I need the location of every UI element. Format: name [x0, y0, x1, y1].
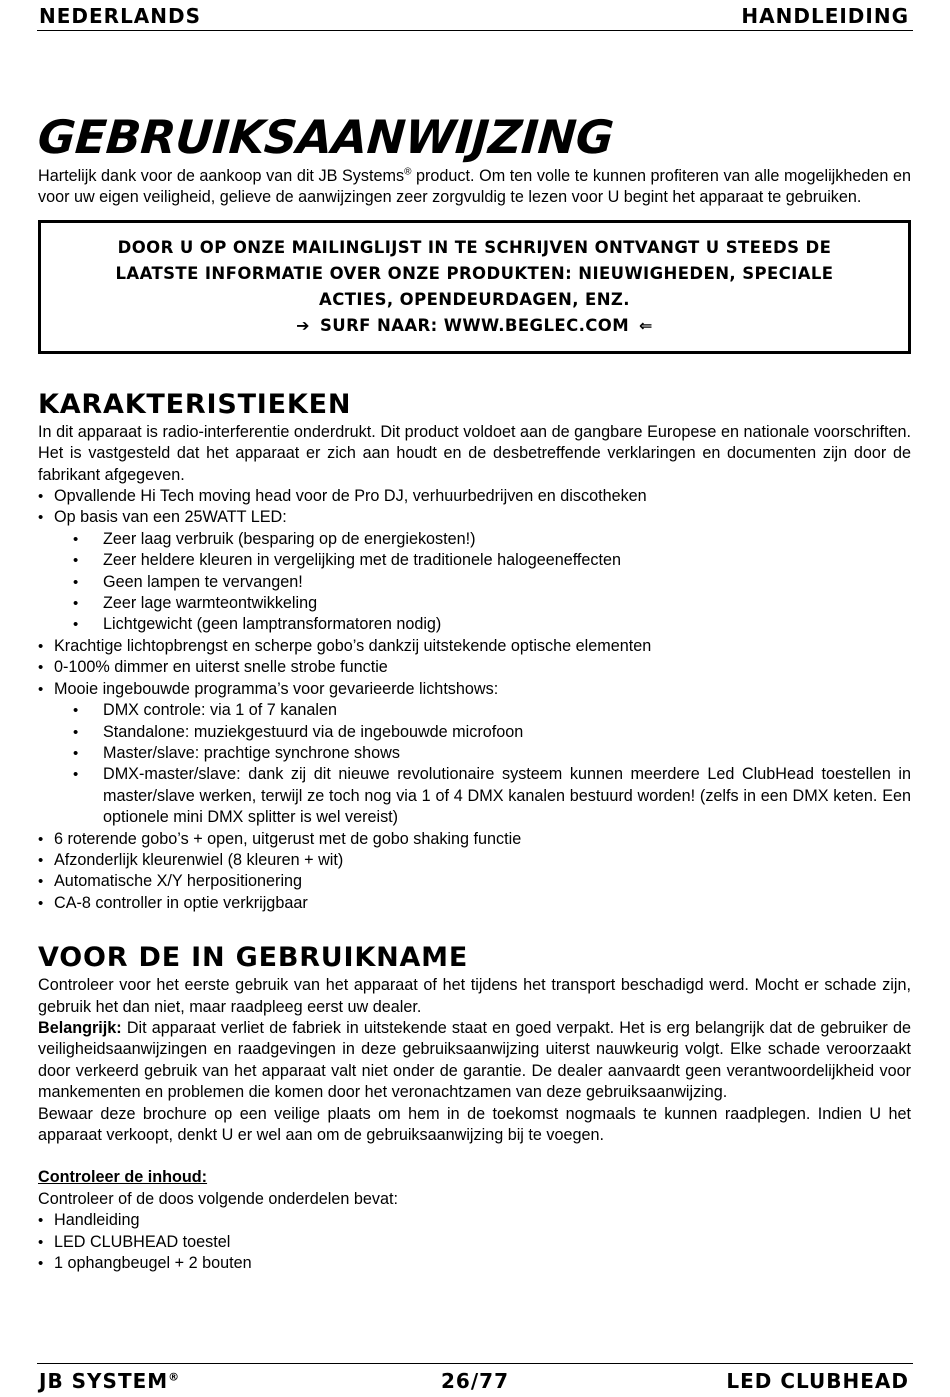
list-item: • LED CLUBHEAD toestel: [38, 1232, 911, 1253]
inhoud-text: Controleer of de doos volgende onderdelen bevat:: [38, 1189, 398, 1208]
list-item: • Afzonderlijk kleurenwiel (8 kleuren + wit): [38, 850, 911, 871]
list-item: • Opvallende Hi Tech moving head voor de Pro DJ, verhuurbedrijven en discotheken: [38, 486, 911, 507]
belangrijk-paragraph: Belangrijk: Dit apparaat verliet de fabriek in uitstekende staat en goed verpakt. Het is erg belangrijk dat de gebruiker de veiligheidsaanwijzingen en raadgevingen in deze gebruiksaanwijzing uiterst nauwkeurig volgt. Elke schade veroorzaakt door verkeerd gebruik van het apparaat valt niet onder de garantie. De dealer aanvaardt geen verantwoordelijkheid voor mankementen en problemen die komen door het veronachtzamen van deze gebruiksaanwijzing.: [38, 1018, 911, 1102]
page-footer: [37, 1363, 913, 1394]
surf-line: [296, 313, 653, 339]
page-number: 26/77: [441, 1369, 509, 1393]
list-item: • Mooie ingebouwde programma’s voor gevarieerde lichtshows:: [38, 679, 911, 700]
features-list: [38, 829, 911, 915]
list-item: • DMX-master/slave: dank zij dit nieuwe revolutionaire systeem kunnen meerdere Led ClubHead toestellen in master/slave werken, terwijl ze toch nog via 1 of 4 DMX kanalen bestuurd worden! (zelfs in een DMX keten. Een optionele mini DMX splitter is wel vereist): [38, 764, 911, 828]
list-item: • Automatische X/Y herpositionering: [38, 871, 911, 892]
list-item: • Geen lampen te vervangen!: [38, 572, 911, 593]
list-item: • DMX controle: via 1 of 7 kanalen: [38, 700, 911, 721]
belangrijk-label: Belangrijk:: [38, 1018, 122, 1037]
arrow-right-icon: ➔: [296, 315, 310, 335]
section-heading-karakteristieken: KARAKTERISTIEKEN: [38, 388, 352, 420]
list-item: • Zeer laag verbruik (besparing op de energiekosten!): [38, 529, 911, 550]
features-list: [38, 636, 911, 700]
list-item: • 1 ophangbeugel + 2 bouten: [38, 1253, 911, 1274]
list-item: • Krachtige lichtopbrengst en scherpe gobo’s dankzij uitstekende optische elementen: [38, 636, 911, 657]
page-header: [37, 2, 913, 31]
page-content: [38, 108, 911, 1274]
karakteristieken-paragraph: In dit apparaat is radio-interferentie onderdrukt. Dit product voldoet aan de gangbare Europese en nationale voorschriften. Het is vastgesteld dat het apparaat er zich aan houdt en de desbetreffende verklaringen en documenten zijn door de fabrikant afgegeven.: [38, 422, 911, 484]
list-item: • Op basis van een 25WATT LED:: [38, 507, 911, 528]
notice-line: ACTIES, OPENDEURDAGEN, ENZ.: [319, 289, 630, 309]
document-title: GEBRUIKSAANWIJZING: [36, 110, 616, 164]
list-item: • Master/slave: prachtige synchrone shows: [38, 743, 911, 764]
list-item: • Zeer heldere kleuren in vergelijking met de traditionele halogeeneffecten: [38, 550, 911, 571]
website-link[interactable]: SURF NAAR: WWW.BEGLEC.COM: [319, 315, 630, 335]
header-language: NEDERLANDS: [39, 4, 202, 28]
notice-line: LAATSTE INFORMATIE OVER ONZE PRODUKTEN: NIEUWIGHEDEN, SPECIALE: [115, 263, 834, 283]
list-item: • CA-8 controller in optie verkrijgbaar: [38, 893, 911, 914]
header-doc-type: HANDLEIDING: [741, 4, 909, 28]
section-heading-voor-de-in-gebruikname: VOOR DE IN GEBRUIKNAME: [38, 942, 469, 974]
list-item: • Handleiding: [38, 1210, 911, 1231]
arrow-left-icon: ⇐: [639, 315, 653, 335]
voor-paragraph: Controleer voor het eerste gebruik van het apparaat of het tijdens het transport beschadigd werd. Mocht er schade zijn, gebruik het dan niet, maar raadpleeg eerst uw dealer.: [38, 976, 911, 1016]
list-item: • Lichtgewicht (geen lamptransformatoren nodig): [38, 614, 911, 635]
contents-list: [38, 1210, 911, 1274]
list-item: • 0-100% dimmer en uiterst snelle strobe functie: [38, 657, 911, 678]
intro-paragraph: Hartelijk dank voor de aankoop van dit JB Systems® product. Om ten volle te kunnen profiteren van alle mogelijkheden en voor uw eigen veiligheid, gelieve de aanwijzingen zeer zorgvuldig te lezen voor U begint het apparaat te gebruiken.: [38, 166, 911, 207]
list-item: • 6 roterende gobo’s + open, uitgerust met de gobo shaking functie: [38, 829, 911, 850]
programs-sub-list: [38, 700, 911, 828]
bewaar-paragraph: Bewaar deze brochure op een veilige plaats om hem in de toekomst nogmaals te kunnen raadplegen. Indien U het apparaat verkoopt, denkt U er wel aan om de gebruiksaanwijzing bij te voegen.: [38, 1104, 911, 1144]
footer-product: LED CLUBHEAD: [726, 1369, 909, 1393]
list-item: • Standalone: muziekgestuurd via de ingebouwde microfoon: [38, 722, 911, 743]
features-list: [38, 486, 911, 529]
list-item: • Zeer lage warmteontwikkeling: [38, 593, 911, 614]
registered-mark: ®: [168, 1370, 181, 1384]
notice-line: DOOR U OP ONZE MAILINGLIJST IN TE SCHRIJVEN ONTVANGT U STEEDS DE: [117, 237, 832, 257]
registered-mark: ®: [404, 166, 412, 178]
led-sub-list: [38, 529, 911, 636]
footer-brand: JB SYSTEM®: [39, 1369, 181, 1393]
mailinglist-notice-box: [38, 220, 911, 354]
inhoud-heading: Controleer de inhoud:: [38, 1168, 208, 1187]
